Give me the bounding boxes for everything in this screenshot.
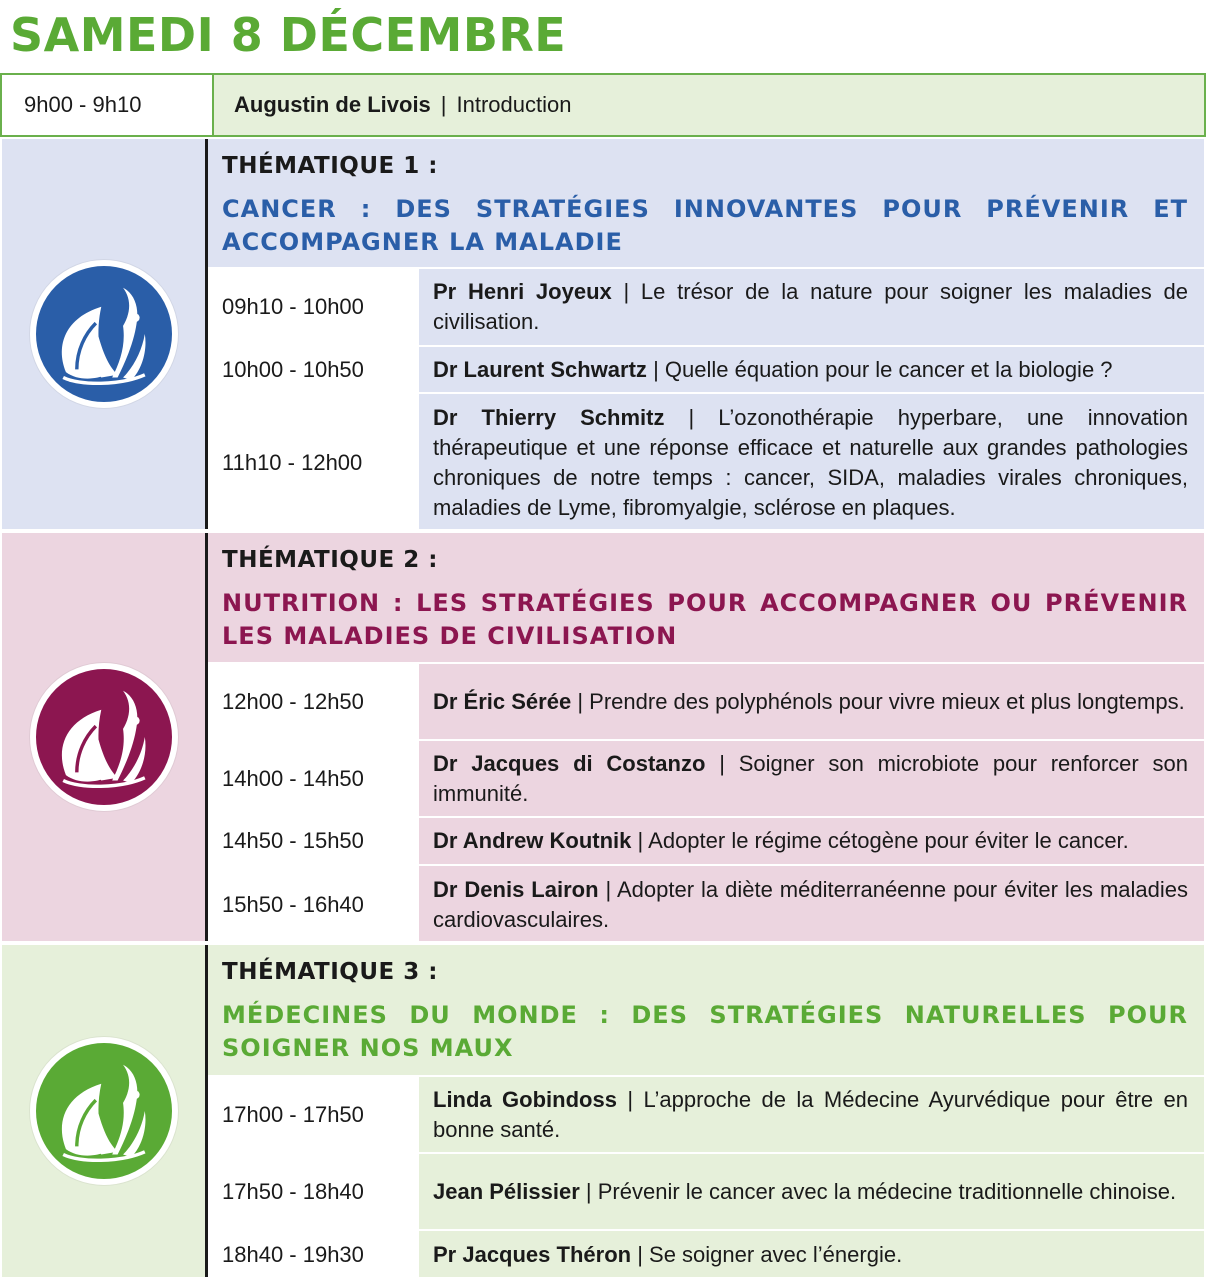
session-speaker: Pr Jacques Théron: [433, 1242, 632, 1267]
theme-1-block: [0, 137, 1206, 531]
session-topic: | Le trésor de la nature pour soigner les maladies de civilisation.: [433, 279, 1188, 334]
session-speaker: Dr Denis Lairon: [433, 876, 599, 902]
session-row: [208, 345, 1204, 392]
session-speaker: Dr Jacques di Costanzo: [433, 750, 706, 776]
theme-2-header: [208, 533, 1204, 653]
session-row: [208, 1075, 1204, 1152]
session-row: [208, 739, 1204, 816]
theme-2-title: NUTRITION : LES STRATÉGIES POUR ACCOMPAGNER OU PRÉVENIR LES MALADIES DE CIVILISATION: [222, 589, 1188, 650]
theme-1-title: CANCER : DES STRATÉGIES INNOVANTES POUR PRÉVENIR ET ACCOMPAGNER LA MALADIE: [222, 195, 1188, 256]
session-time: 15h50 - 16h40: [208, 866, 419, 943]
theme-1-header: [208, 139, 1204, 259]
intro-time: 9h00 - 9h10: [2, 75, 214, 135]
session-row: [208, 392, 1204, 531]
theme-3-header: [208, 945, 1204, 1065]
theme-2-block: [0, 531, 1206, 943]
leaf-figure-icon: [30, 1037, 178, 1185]
intro-row: [0, 73, 1206, 137]
theme-2-sessions: [208, 662, 1204, 943]
theme-2-label: THÉMATIQUE 2 :: [222, 547, 438, 573]
session-speaker: Linda Gobindoss: [433, 1086, 617, 1112]
theme-1-sidebar: [2, 139, 208, 529]
session-row: [208, 267, 1204, 345]
session-row: [208, 1229, 1204, 1279]
session-speaker: Dr Éric Sérée: [433, 688, 572, 714]
theme-3-block: [0, 943, 1206, 1279]
theme-3-label: THÉMATIQUE 3 :: [222, 959, 438, 985]
session-time: 11h10 - 12h00: [208, 394, 419, 531]
session-speaker: Dr Thierry Schmitz: [433, 404, 665, 430]
session-topic: | Prendre des polyphénols pour vivre mieux et plus longtemps.: [577, 688, 1185, 714]
session-time: 14h00 - 14h50: [208, 741, 419, 816]
theme-2-sidebar: [2, 533, 208, 941]
page-title: SAMEDI 8 DÉCEMBRE: [10, 8, 567, 62]
session-time: 18h40 - 19h30: [208, 1231, 419, 1279]
session-topic: | L’approche de la Médecine Ayurvédique pour être en bonne santé.: [433, 1086, 1188, 1142]
intro-separator: |: [440, 92, 447, 117]
session-time: 09h10 - 10h00: [208, 269, 419, 345]
theme-3-sessions: [208, 1075, 1204, 1279]
session-topic: | Quelle équation pour le cancer et la biologie ?: [653, 356, 1113, 382]
intro-topic: Introduction: [456, 92, 572, 117]
session-topic: | Adopter la diète méditerranéenne pour éviter les maladies cardiovasculaires.: [433, 876, 1188, 932]
theme-1-label: THÉMATIQUE 1 :: [222, 153, 438, 179]
session-row: [208, 864, 1204, 943]
leaf-figure-icon: [30, 663, 178, 811]
theme-3-sidebar: [2, 945, 208, 1277]
session-time: 10h00 - 10h50: [208, 347, 419, 392]
session-time: 17h50 - 18h40: [208, 1154, 419, 1229]
session-speaker: Dr Laurent Schwartz: [433, 356, 647, 382]
intro-body: [214, 75, 571, 135]
session-row: [208, 1152, 1204, 1229]
session-speaker: Jean Pélissier: [433, 1178, 580, 1204]
theme-3-title: MÉDECINES DU MONDE : DES STRATÉGIES NATURELLES POUR SOIGNER NOS MAUX: [222, 1001, 1188, 1062]
session-topic: | Adopter le régime cétogène pour éviter le cancer.: [637, 828, 1129, 853]
session-topic: | Se soigner avec l’énergie.: [637, 1242, 903, 1267]
session-speaker: Dr Andrew Koutnik: [433, 828, 632, 853]
session-time: 14h50 - 15h50: [208, 818, 419, 864]
session-time: 17h00 - 17h50: [208, 1077, 419, 1152]
session-row: [208, 816, 1204, 864]
session-topic: | L’ozonothérapie hyperbare, une innovation thérapeutique et une réponse efficace et naturelle aux grandes pathologies chroniques de notre temps : cancer, SIDA, maladies virales chroniques, maladies de Lyme, fibromyalgie, sclérose en plaques.: [433, 404, 1188, 520]
session-time: 12h00 - 12h50: [208, 664, 419, 739]
session-row: [208, 662, 1204, 739]
leaf-figure-icon: [30, 260, 178, 408]
intro-speaker: Augustin de Livois: [234, 92, 431, 117]
theme-1-sessions: [208, 267, 1204, 531]
session-speaker: Pr Henri Joyeux: [433, 279, 612, 304]
session-topic: | Soigner son microbiote pour renforcer son immunité.: [433, 750, 1188, 806]
session-topic: | Prévenir le cancer avec la médecine traditionnelle chinoise.: [585, 1178, 1177, 1204]
